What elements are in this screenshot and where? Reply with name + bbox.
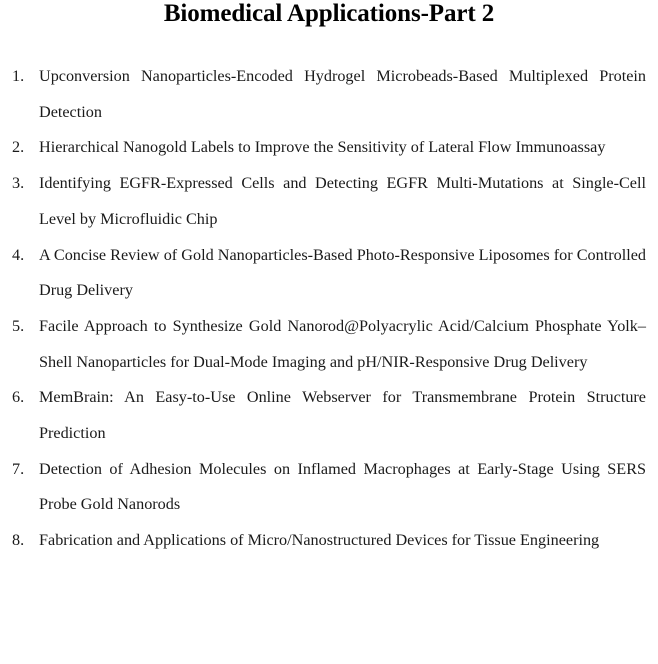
item-number: 4. [12, 245, 25, 264]
list-item [0, 130, 658, 166]
list-item [0, 238, 658, 309]
list-item [0, 523, 658, 559]
list-item [0, 166, 658, 237]
item-title: Facile Approach to Synthesize Gold Nanorod@Polyacrylic Acid/Calcium Phosphate Yolk–Shell Nanoparticles for Dual-Mode Imaging and pH/NIR-Responsive Drug Delivery [39, 316, 646, 371]
list-item [0, 452, 658, 523]
item-title: MemBrain: An Easy-to-Use Online Webserver for Transmembrane Protein Structure Prediction [39, 388, 646, 443]
item-number: 5. [12, 316, 25, 335]
item-number: 3. [12, 174, 25, 193]
item-title: Identifying EGFR-Expressed Cells and Detecting EGFR Multi-Mutations at Single-Cell Level by Microfluidic Chip [39, 174, 646, 228]
item-title: Hierarchical Nanogold Labels to Improve the Sensitivity of Lateral Flow Immunoassay [39, 138, 606, 157]
list-item [0, 59, 658, 130]
item-title: Detection of Adhesion Molecules on Inflamed Macrophages at Early-Stage Using SERS Probe Gold Nanorods [39, 459, 646, 514]
item-number: 6. [12, 388, 25, 407]
list-item [0, 309, 658, 380]
list-item [0, 380, 658, 451]
item-number: 2. [12, 138, 25, 157]
page-title: Biomedical Applications-Part 2 [163, 0, 495, 27]
item-title: Fabrication and Applications of Micro/Nanostructured Devices for Tissue Engineering [39, 531, 600, 550]
article-list [0, 59, 658, 559]
item-title: Upconversion Nanoparticles-Encoded Hydrogel Microbeads-Based Multiplexed Protein Detection [39, 67, 646, 121]
item-number: 8. [12, 531, 25, 550]
item-number: 7. [12, 459, 25, 478]
item-title: A Concise Review of Gold Nanoparticles-Based Photo-Responsive Liposomes for Controlled Drug Delivery [39, 245, 646, 300]
item-number: 1. [12, 67, 25, 85]
